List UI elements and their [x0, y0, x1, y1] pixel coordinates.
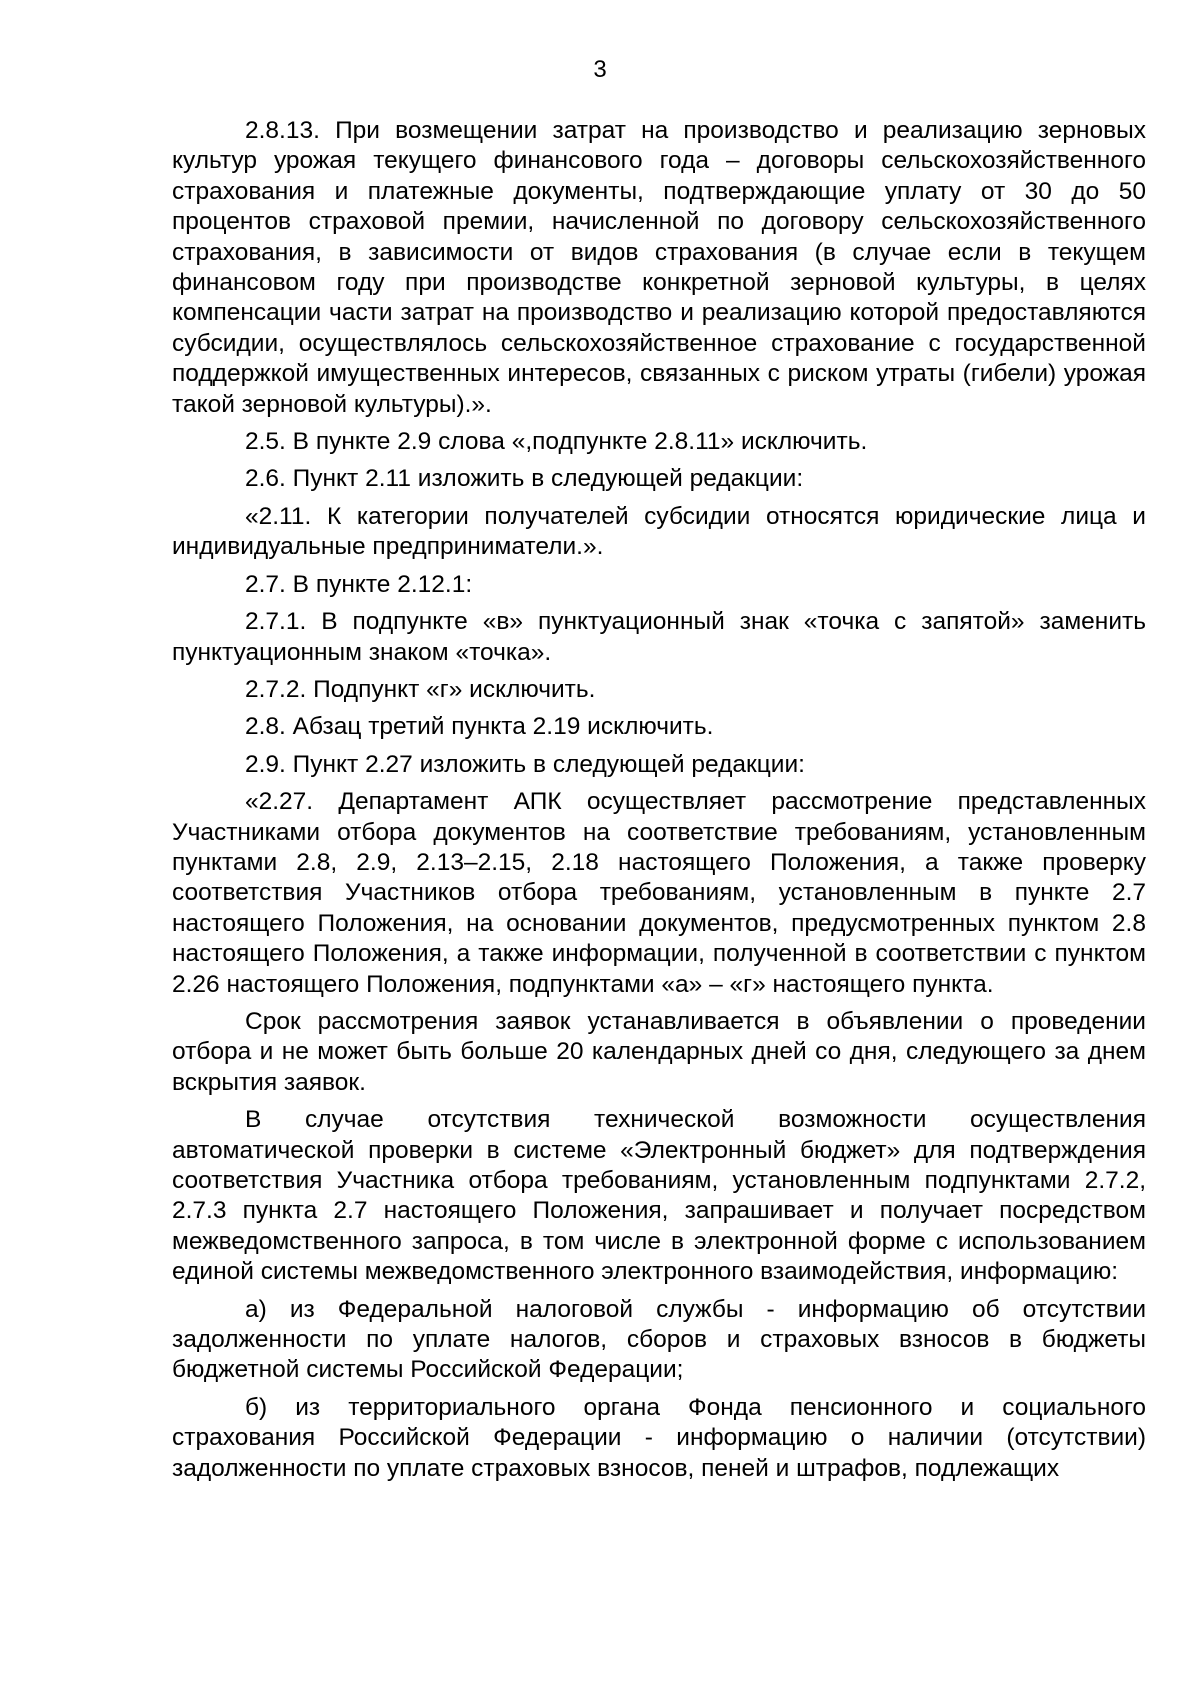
paragraph-2-5: 2.5. В пункте 2.9 слова «,подпункте 2.8.11» исключить. [245, 428, 868, 456]
document-body [172, 116, 1146, 1484]
paragraph-2-7-2: 2.7.2. Подпункт «г» исключить. [245, 675, 596, 703]
paragraph-item-b: б) из территориального органа Фонда пенсионного и социального страхования Российской Федерации - информацию о наличии (отсутствии) задолженности по уплате страховых взносов, пеней и штрафов, подлежащих [172, 1393, 1146, 1482]
paragraph-item-a: а) из Федеральной налоговой службы - информацию об отсутствии задолженности по уплате налогов, сборов и страховых взносов в бюджеты бюджетной системы Российской Федерации; [172, 1295, 1146, 1384]
paragraph-2-27-new: «2.27. Департамент АПК осуществляет рассмотрение представленных Участниками отбора документов на соответствие требованиям, установленным пунктами 2.8, 2.9, 2.13–2.15, 2.18 настоящего Положения, а также проверку соответствия Участников отбора требованиям, установленным в пункте 2.7 настоящего Положения, на основании документов, предусмотренных пунктом 2.8 настоящего Положения, а также информации, полученной в соответствии с пунктом 2.26 настоящего Положения, подпунктами «а» – «г» настоящего пункта. [172, 788, 1146, 998]
paragraph-2-9: 2.9. Пункт 2.27 изложить в следующей редакции: [245, 750, 805, 778]
paragraph-review-period: Срок рассмотрения заявок устанавливается в объявлении о проведении отбора и не может быть больше 20 календарных дней со дня, следующего за днем вскрытия заявок. [172, 1007, 1146, 1096]
page-number: 3 [593, 56, 607, 83]
paragraph-2-8-13: 2.8.13. При возмещении затрат на производство и реализацию зерновых культур урожая текущего финансового года – договоры сельскохозяйственного страхования и платежные документы, подтверждающие уплату от 30 до 50 процентов страховой премии, начисленной по договору сельскохозяйственного страхования, в зависимости от видов страхования (в случае если в текущем финансовом году при производстве конкретной зерновой культуры, в целях компенсации части затрат на производство и реализацию которой предоставляются субсидии, осуществлялось сельскохозяйственное страхование с государственной поддержкой имущественных интересов, связанных с риском утраты (гибели) урожая такой зерновой культуры).». [172, 117, 1146, 418]
paragraph-interagency-request: В случае отсутствия технической возможности осуществления автоматической проверки в системе «Электронный бюджет» для подтверждения соответствия Участника отбора требованиям, установленным подпунктами 2.7.2, 2.7.3 пункта 2.7 настоящего Положения, запрашивает и получает посредством межведомственного запроса, в том числе в электронной форме с использованием единой системы межведомственного электронного взаимодействия, информацию: [172, 1106, 1146, 1286]
paragraph-2-7-1: 2.7.1. В подпункте «в» пунктуационный знак «точка с запятой» заменить пунктуационным знаком «точка». [172, 608, 1146, 666]
paragraph-2-8: 2.8. Абзац третий пункта 2.19 исключить. [245, 713, 714, 741]
paragraph-2-7: 2.7. В пункте 2.12.1: [245, 570, 473, 598]
paragraph-2-6: 2.6. Пункт 2.11 изложить в следующей редакции: [245, 465, 804, 493]
paragraph-2-11-new: «2.11. К категории получателей субсидии относятся юридические лица и индивидуальные предприниматели.». [172, 502, 1146, 561]
